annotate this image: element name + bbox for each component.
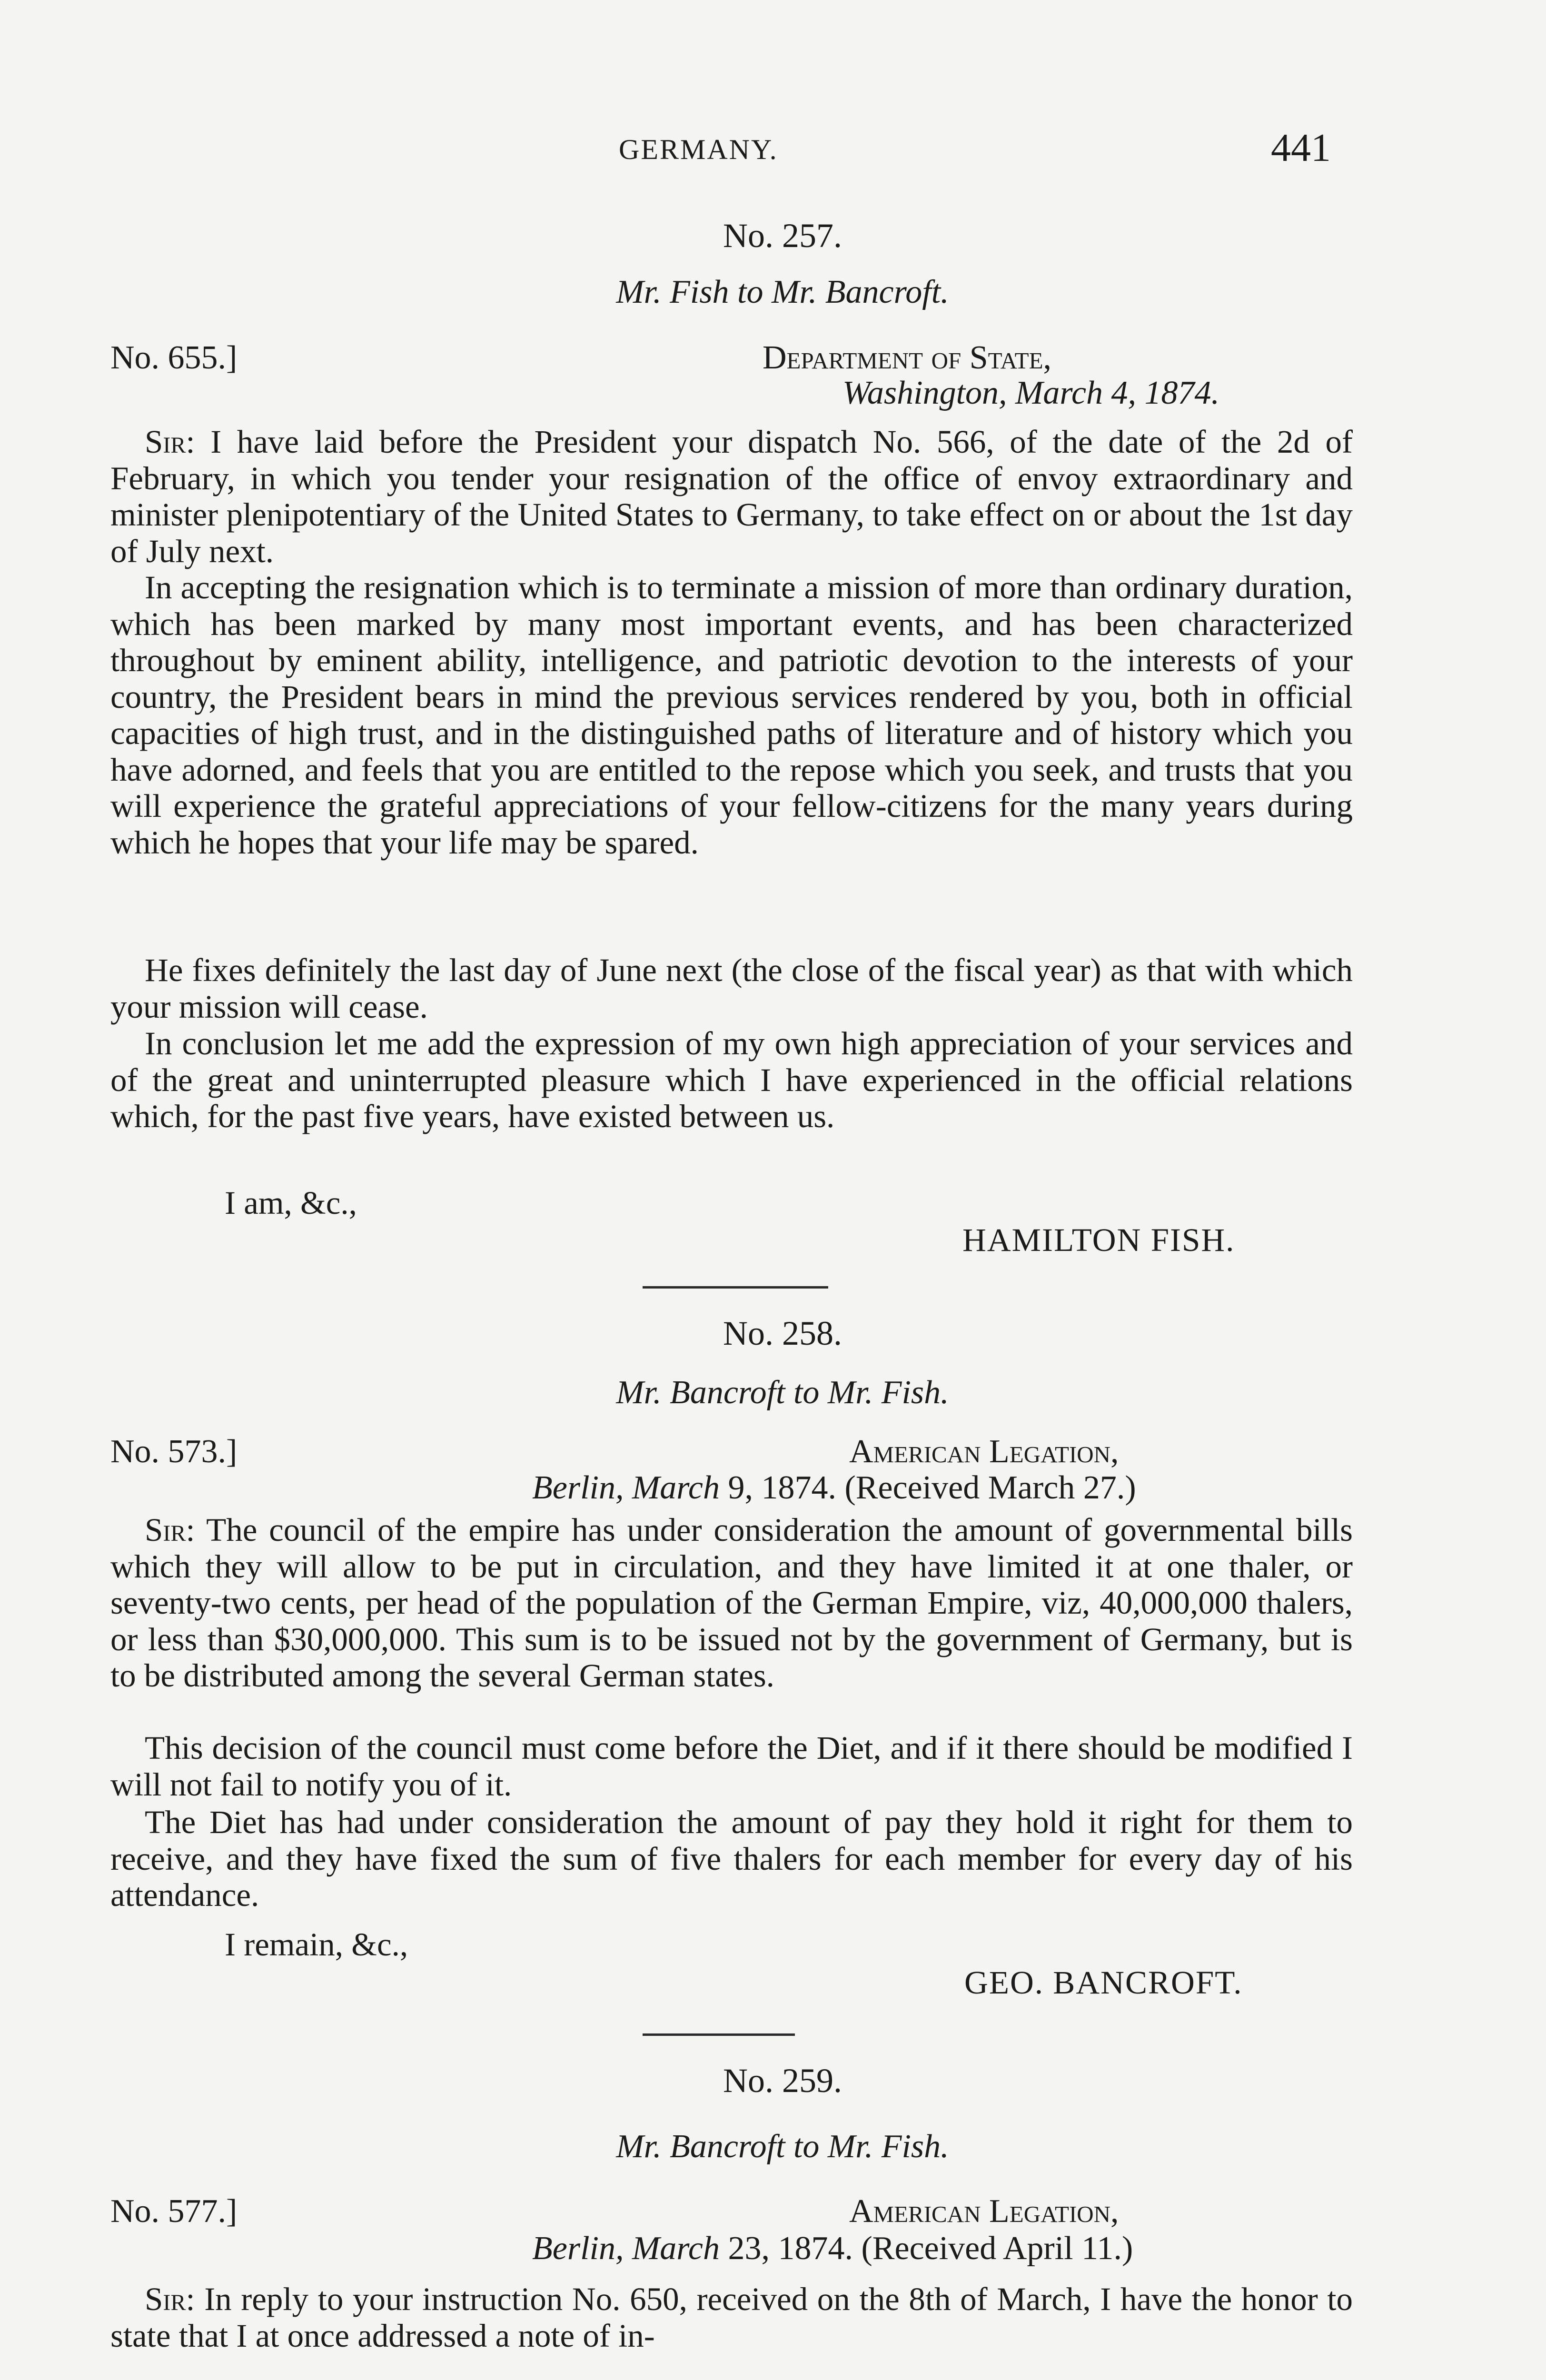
section-divider bbox=[643, 1286, 828, 1289]
letter-paragraph: Sir: I have laid before the President your dispatch No. 566, of the date of the 2d of February, in which you tender your resignation of the office of envoy extraordinary and minister plenipotentiary of the United States to Germany, to take effect on or about the 1st day of July next. bbox=[110, 424, 1353, 569]
signature: HAMILTON FISH. bbox=[962, 1222, 1235, 1258]
closing: I remain, &c., bbox=[225, 1926, 408, 1963]
doc-heading: Mr. Bancroft to Mr. Fish. bbox=[616, 2128, 949, 2165]
dispatch-reference: No. 577.] bbox=[110, 2193, 238, 2230]
dispatch-reference: No. 655.] bbox=[110, 339, 238, 376]
salutation: Sir: bbox=[145, 2281, 195, 2317]
running-head: GERMANY. bbox=[619, 134, 778, 165]
doc-number: No. 258. bbox=[723, 1314, 842, 1352]
salutation: Sir: bbox=[145, 424, 195, 460]
letter-paragraph: The Diet has had under consideration the amount of pay they hold it right for them to receive, and they have fixed the sum of five thalers for each member for every day of his attendance. bbox=[110, 1804, 1353, 1913]
place-date: Berlin, March 9, 1874. (Received March 27.) bbox=[532, 1469, 1136, 1506]
sender-office: American Legation, bbox=[849, 1433, 1119, 1470]
doc-heading: Mr. Fish to Mr. Bancroft. bbox=[616, 274, 949, 310]
letter-paragraph: Sir: In reply to your instruction No. 650, received on the 8th of March, I have the honor to state that I at once addressed a note of in- bbox=[110, 2281, 1353, 2354]
letter-paragraph: He fixes definitely the last day of June next (the close of the fiscal year) as that with which your mission will cease. bbox=[110, 952, 1353, 1025]
letter-paragraph: This decision of the council must come before the Diet, and if it there should be modified I will not fail to notify you of it. bbox=[110, 1730, 1353, 1803]
place-date: Washington, March 4, 1874. bbox=[842, 375, 1220, 411]
letter-paragraph: Sir: The council of the empire has under consideration the amount of governmental bills which they will allow to be put in circulation, and they have limited it at one thaler, or seventy-two cents, per head of the population of the German Empire, viz, 40,000,000 thalers, or less than $30,000,000. This sum is to be issued not by the government of Germany, but is to be distributed among the several German states. bbox=[110, 1512, 1353, 1694]
sender-office: American Legation, bbox=[849, 2193, 1119, 2230]
place-date: Berlin, March 23, 1874. (Received April 11.) bbox=[532, 2230, 1133, 2267]
page-number: 441 bbox=[1271, 126, 1331, 170]
dispatch-reference: No. 573.] bbox=[110, 1433, 238, 1470]
closing: I am, &c., bbox=[225, 1185, 357, 1221]
doc-number: No. 257. bbox=[723, 217, 842, 255]
section-divider bbox=[643, 2033, 795, 2036]
doc-heading: Mr. Bancroft to Mr. Fish. bbox=[616, 1374, 949, 1411]
sender-office: Department of State, bbox=[763, 339, 1052, 376]
letter-paragraph: In conclusion let me add the expression of my own high appreciation of your services and of the great and uninterrupted pleasure which I have experienced in the official relations which, for the past five years, have existed between us. bbox=[110, 1025, 1353, 1134]
salutation: Sir: bbox=[145, 1512, 195, 1548]
signature: GEO. BANCROFT. bbox=[964, 1964, 1243, 2001]
doc-number: No. 259. bbox=[723, 2062, 842, 2100]
letter-paragraph: In accepting the resignation which is to terminate a mission of more than ordinary duration, which has been marked by many most important events, and has been characterized throughout by eminent ability, intelligence, and patriotic devotion to the interests of your country, the President bears in mind the previous services rendered by you, both in official capacities of high trust, and in the distinguished paths of literature and of history which you have adorned, and feels that you are entitled to the repose which you seek, and trusts that you will experience the grateful appreciations of your fellow-citizens for the many years during which he hopes that your life may be spared. bbox=[110, 569, 1353, 861]
